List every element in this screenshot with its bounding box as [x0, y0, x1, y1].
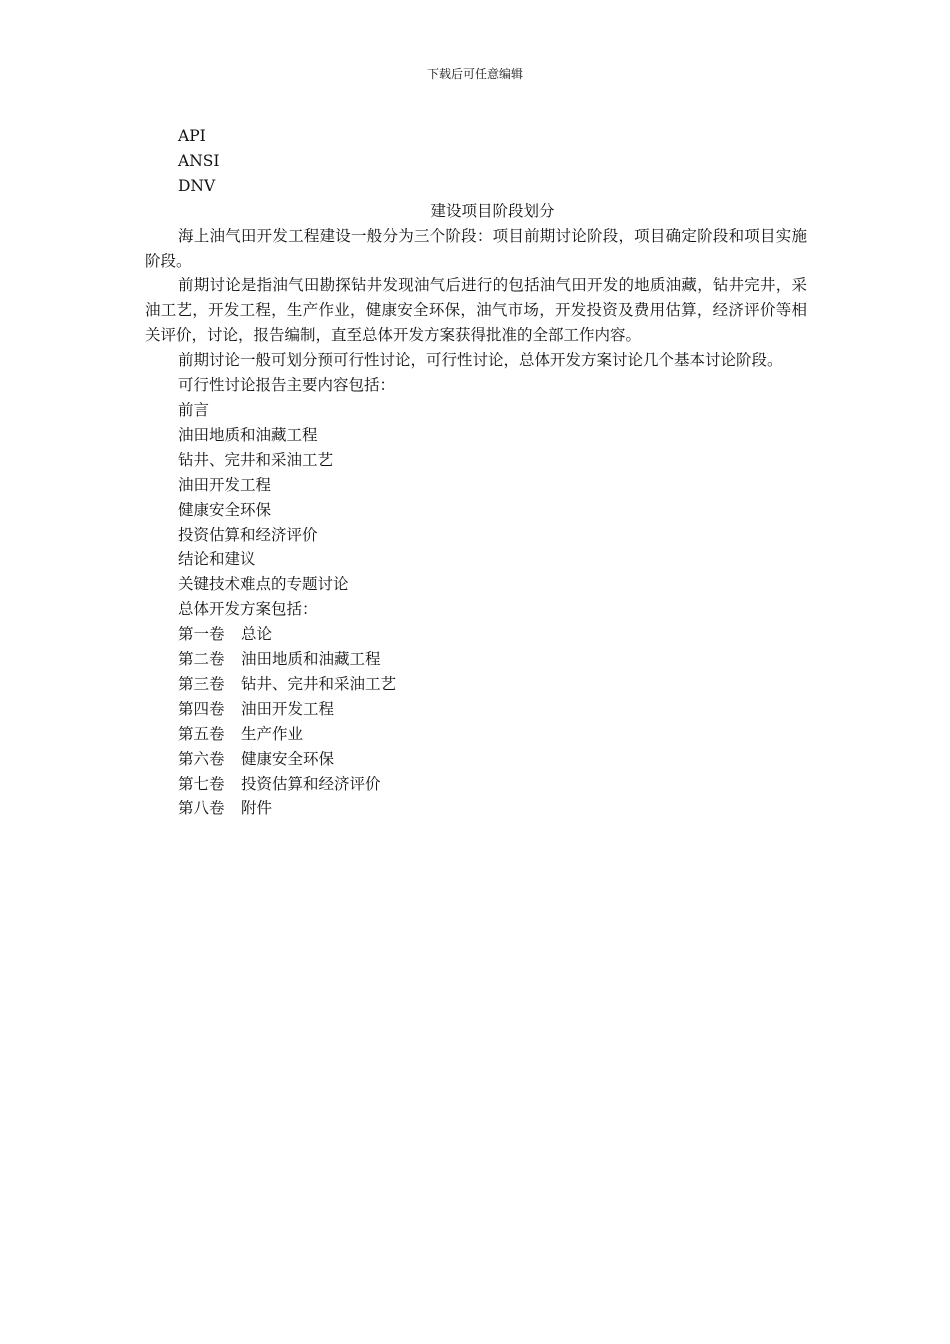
- list-item: 健康安全环保: [178, 500, 272, 519]
- section-title: 建设项目阶段划分: [430, 201, 555, 220]
- volume-number: 第八卷: [178, 799, 225, 818]
- volume-number: 第一卷: [178, 625, 225, 644]
- volume-item: [145, 697, 807, 722]
- volume-title: 生产作业: [241, 724, 304, 743]
- volume-title: 附件: [241, 799, 273, 818]
- volume-number: 第二卷: [178, 650, 225, 669]
- paragraph: 海上油气田开发工程建设一般分为三个阶段：项目前期讨论阶段，项目确定阶段和项目实施阶段。: [145, 226, 807, 270]
- list-item: 结论和建议: [178, 550, 256, 569]
- volume-title: 油田地质和油藏工程: [241, 650, 381, 669]
- volume-item: [145, 747, 807, 772]
- volume-title: 钻井、完井和采油工艺: [241, 674, 397, 693]
- volume-item: [145, 647, 807, 672]
- list-item: 投资估算和经济评价: [178, 525, 318, 544]
- volume-number: 第三卷: [178, 674, 225, 693]
- list-item: 油田地质和油藏工程: [178, 425, 318, 444]
- document-body: [145, 124, 807, 821]
- list-item: 前言: [178, 400, 210, 419]
- plan-intro: 总体开发方案包括：: [178, 600, 318, 619]
- volume-item: [145, 672, 807, 697]
- paragraph: 前期讨论是指油气田勘探钻井发现油气后进行的包括油气田开发的地质油藏，钻井完井，采油工艺，开发工程，生产作业，健康安全环保，油气市场，开发投资及费用估算，经济评价等相关评价，讨论，报告编制，直至总体开发方案获得批准的全部工作内容。: [145, 276, 807, 345]
- volume-number: 第七卷: [178, 774, 225, 793]
- standard-item: ANSI: [178, 151, 220, 170]
- list-item: 油田开发工程: [178, 475, 272, 494]
- volume-title: 健康安全环保: [241, 749, 335, 768]
- list-item: 钻井、完井和采油工艺: [178, 450, 334, 469]
- volume-item: [145, 772, 807, 797]
- volume-title: 投资估算和经济评价: [241, 774, 381, 793]
- volume-item: [145, 622, 807, 647]
- feasibility-intro: 可行性讨论报告主要内容包括：: [178, 376, 396, 395]
- standard-item: DNV: [178, 176, 216, 195]
- volume-title: 总论: [241, 625, 273, 644]
- standard-item: API: [178, 127, 206, 145]
- volume-item: [145, 796, 807, 821]
- paragraph: 前期讨论一般可划分预可行性讨论，可行性讨论，总体开发方案讨论几个基本讨论阶段。: [178, 351, 783, 370]
- volume-number: 第六卷: [178, 749, 225, 768]
- list-item: 关键技术难点的专题讨论: [178, 575, 349, 594]
- volume-number: 第四卷: [178, 699, 225, 718]
- page-header-note: 下载后可任意编辑: [426, 67, 523, 81]
- volume-item: [145, 722, 807, 747]
- volume-title: 油田开发工程: [241, 699, 335, 718]
- volume-number: 第五卷: [178, 724, 225, 743]
